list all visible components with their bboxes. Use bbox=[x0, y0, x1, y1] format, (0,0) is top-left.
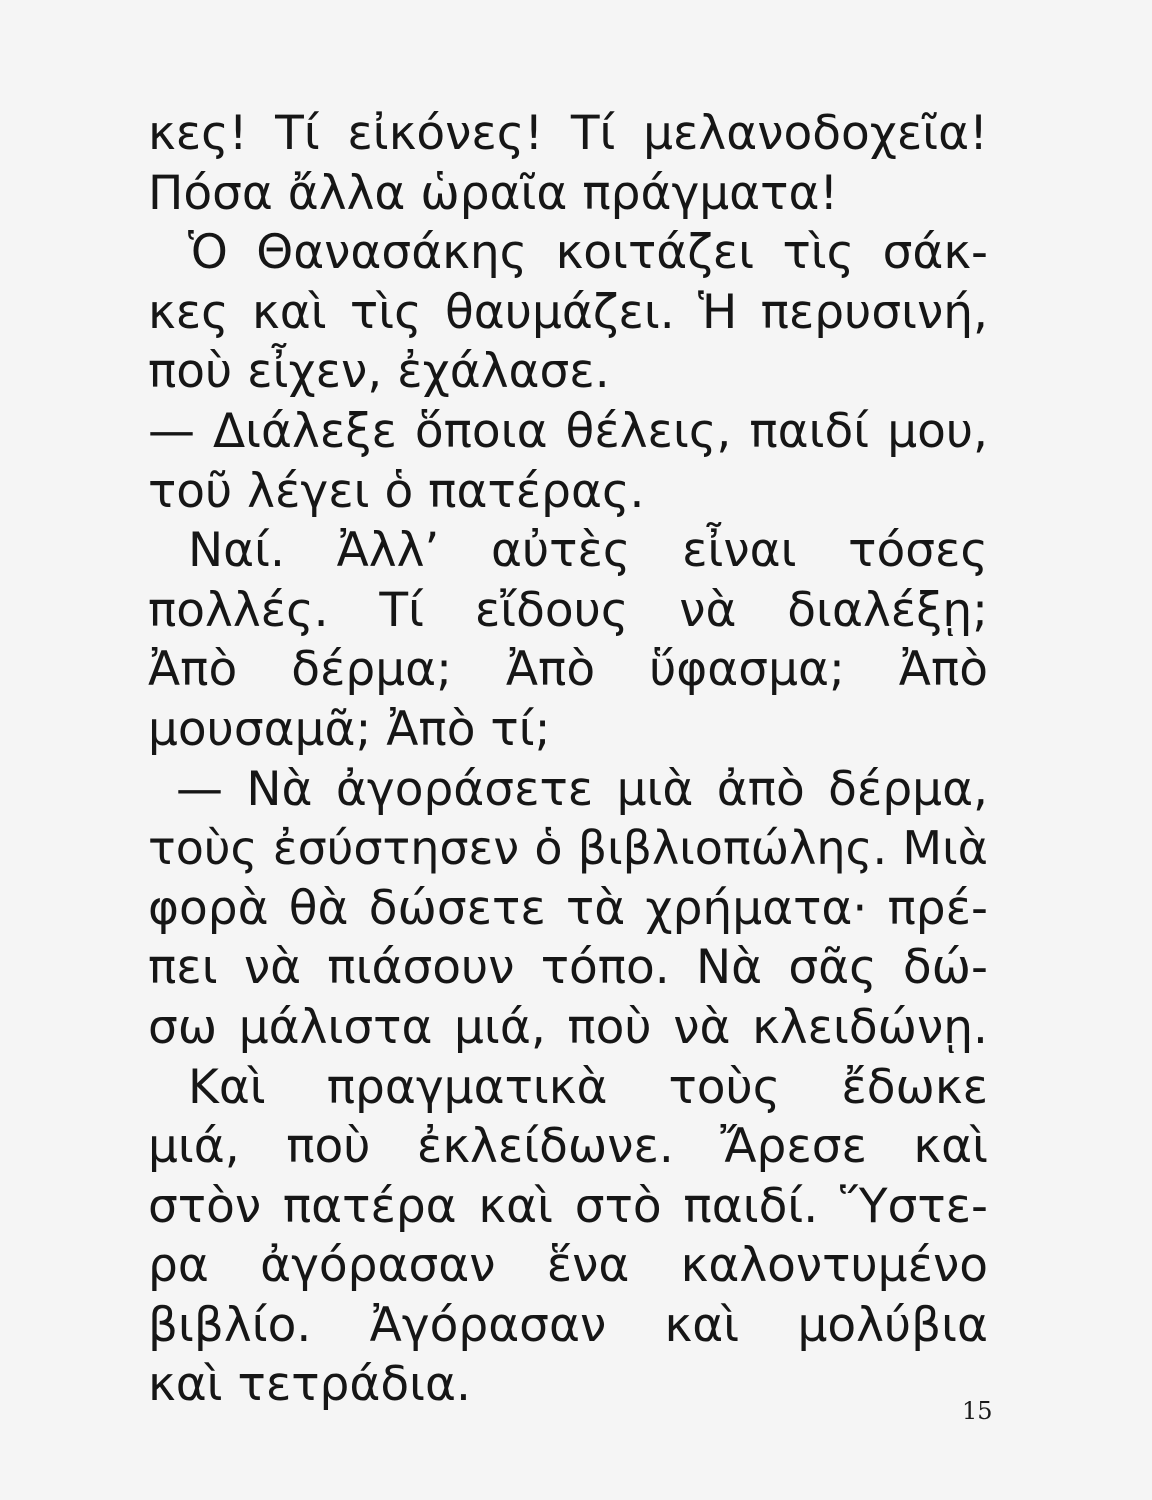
text-line: Πόσα ἄλλα ὡραῖα πράγματα! bbox=[148, 165, 839, 221]
text-line: πολλές. Τί εἴδους νὰ διαλέξῃ; bbox=[148, 582, 988, 638]
text-line: Ναί. Ἀλλ’ αὐτὲς εἶναι τόσες bbox=[188, 523, 988, 579]
text-line: καὶ τετράδια. bbox=[148, 1357, 471, 1413]
text-line: στὸν πατέρα καὶ στὸ παιδί. Ὕστε- bbox=[148, 1178, 988, 1234]
text-line: ρα ἀγόρασαν ἕνα καλοντυμένο bbox=[148, 1238, 988, 1294]
text-line: ποὺ εἶχεν, ἐχάλασε. bbox=[148, 344, 610, 400]
text-line: τοῦ λέγει ὁ πατέρας. bbox=[148, 463, 645, 519]
text-line: — Νὰ ἀγοράσετε μιὰ ἀπὸ δέρμα, bbox=[176, 761, 988, 817]
body-text bbox=[148, 104, 988, 1415]
text-line: τοὺς ἐσύστησεν ὁ βιβλιοπώλης. Μιὰ bbox=[148, 821, 988, 876]
text-line: — Διάλεξε ὅποια θέλεις, παιδί μου, bbox=[148, 403, 988, 459]
text-line: βιβλίο. Ἀγόρασαν καὶ μολύβια bbox=[148, 1297, 988, 1353]
text-line: κες καὶ τὶς θαυμάζει. Ἡ περυσινή, bbox=[148, 284, 988, 340]
text-line: σω μάλιστα μιά, ποὺ νὰ κλειδώνῃ. bbox=[148, 999, 988, 1055]
text-line: μουσαμᾶ; Ἀπὸ τί; bbox=[148, 701, 551, 757]
text-line: φορὰ θὰ δώσετε τὰ χρήματα· πρέ- bbox=[148, 880, 988, 936]
text-line: Ὁ Θανασάκης κοιτάζει τὶς σάκ- bbox=[188, 225, 988, 281]
text-line: πει νὰ πιάσουν τόπο. Νὰ σᾶς δώ- bbox=[148, 940, 988, 996]
text-line: Ἀπὸ δέρμα; Ἀπὸ ὕφασμα; Ἀπὸ bbox=[148, 642, 988, 698]
page-number: 15 bbox=[962, 1397, 993, 1425]
text-line: Καὶ πραγματικὰ τοὺς ἔδωκε bbox=[188, 1059, 988, 1115]
text-line: μιά, ποὺ ἐκλείδωνε. Ἄρεσε καὶ bbox=[148, 1119, 988, 1175]
text-line: κες! Τί εἰκόνες! Τί μελανοδοχεῖα! bbox=[148, 106, 988, 161]
